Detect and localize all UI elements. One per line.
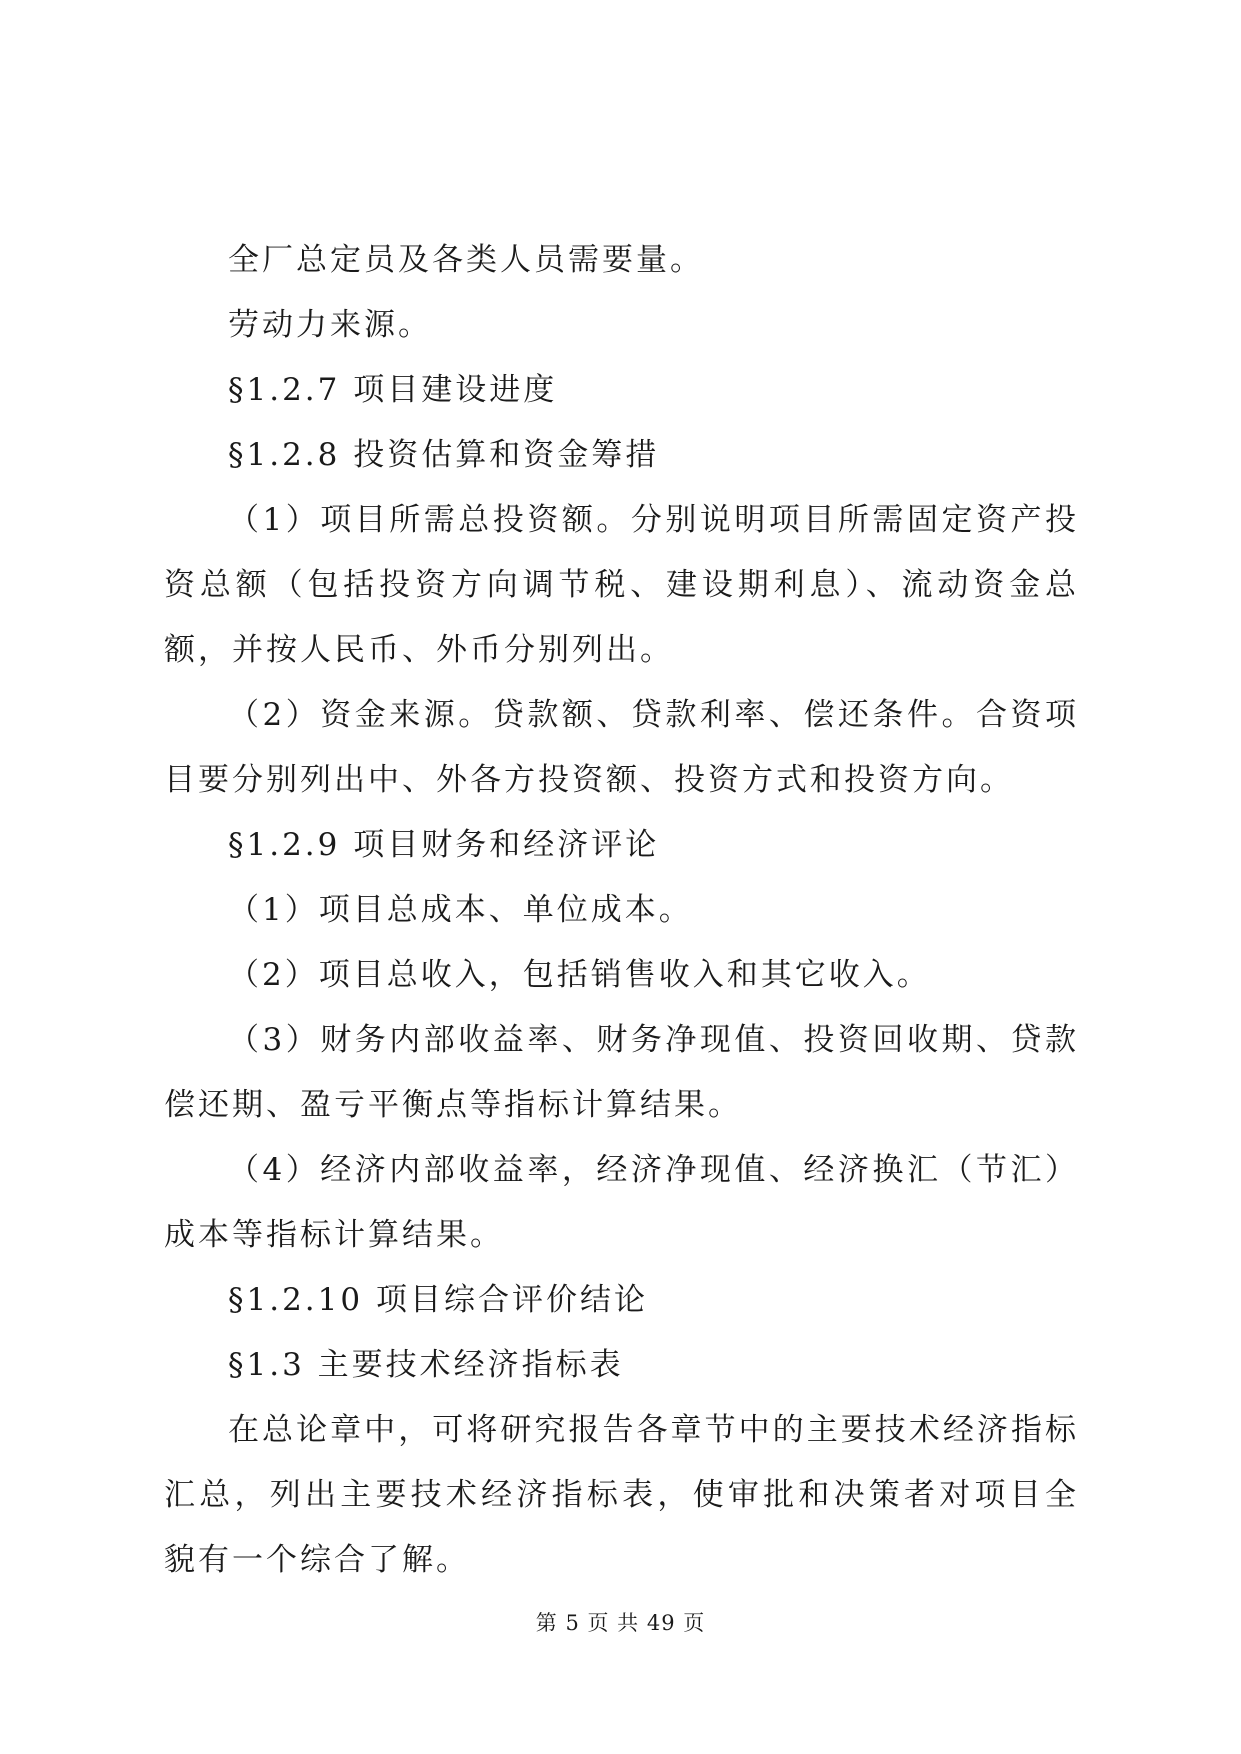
heading-1-2-7: §1.2.7 项目建设进度 bbox=[228, 372, 558, 408]
heading-1-2-10: §1.2.10 项目综合评价结论 bbox=[228, 1282, 648, 1318]
paragraph-staffing: 全厂总定员及各类人员需要量。 bbox=[228, 242, 704, 278]
paragraph-fund-source: （2）资金来源。贷款额、贷款利率、偿还条件。合资项目要分别列出中、外各方投资额、投资方式和投资方向。 bbox=[164, 697, 1079, 798]
paragraph-total-investment: （1）项目所需总投资额。分别说明项目所需固定资产投资总额（包括投资方向调节税、建设期利息）、流动资金总额，并按人民币、外币分别列出。 bbox=[164, 502, 1079, 668]
heading-1-3: §1.3 主要技术经济指标表 bbox=[228, 1347, 624, 1383]
paragraph-financial-indicators: （3）财务内部收益率、财务净现值、投资回收期、贷款偿还期、盈亏平衡点等指标计算结果。 bbox=[164, 1022, 1079, 1123]
paragraph-labor-source: 劳动力来源。 bbox=[228, 307, 432, 343]
paragraph-economic-indicators: （4）经济内部收益率，经济净现值、经济换汇（节汇）成本等指标计算结果。 bbox=[164, 1152, 1079, 1253]
document-body bbox=[164, 228, 1079, 1593]
paragraph-summary-table: 在总论章中，可将研究报告各章节中的主要技术经济指标汇总，列出主要技术经济指标表，使审批和决策者对项目全貌有一个综合了解。 bbox=[164, 1412, 1079, 1578]
paragraph-total-income: （2）项目总收入，包括销售收入和其它收入。 bbox=[228, 957, 931, 993]
page-number-footer: 第 5 页 共 49 页 bbox=[535, 1611, 706, 1635]
heading-1-2-8: §1.2.8 投资估算和资金筹措 bbox=[228, 437, 660, 473]
paragraph-total-cost: （1）项目总成本、单位成本。 bbox=[228, 892, 693, 928]
heading-1-2-9: §1.2.9 项目财务和经济评论 bbox=[228, 827, 660, 863]
